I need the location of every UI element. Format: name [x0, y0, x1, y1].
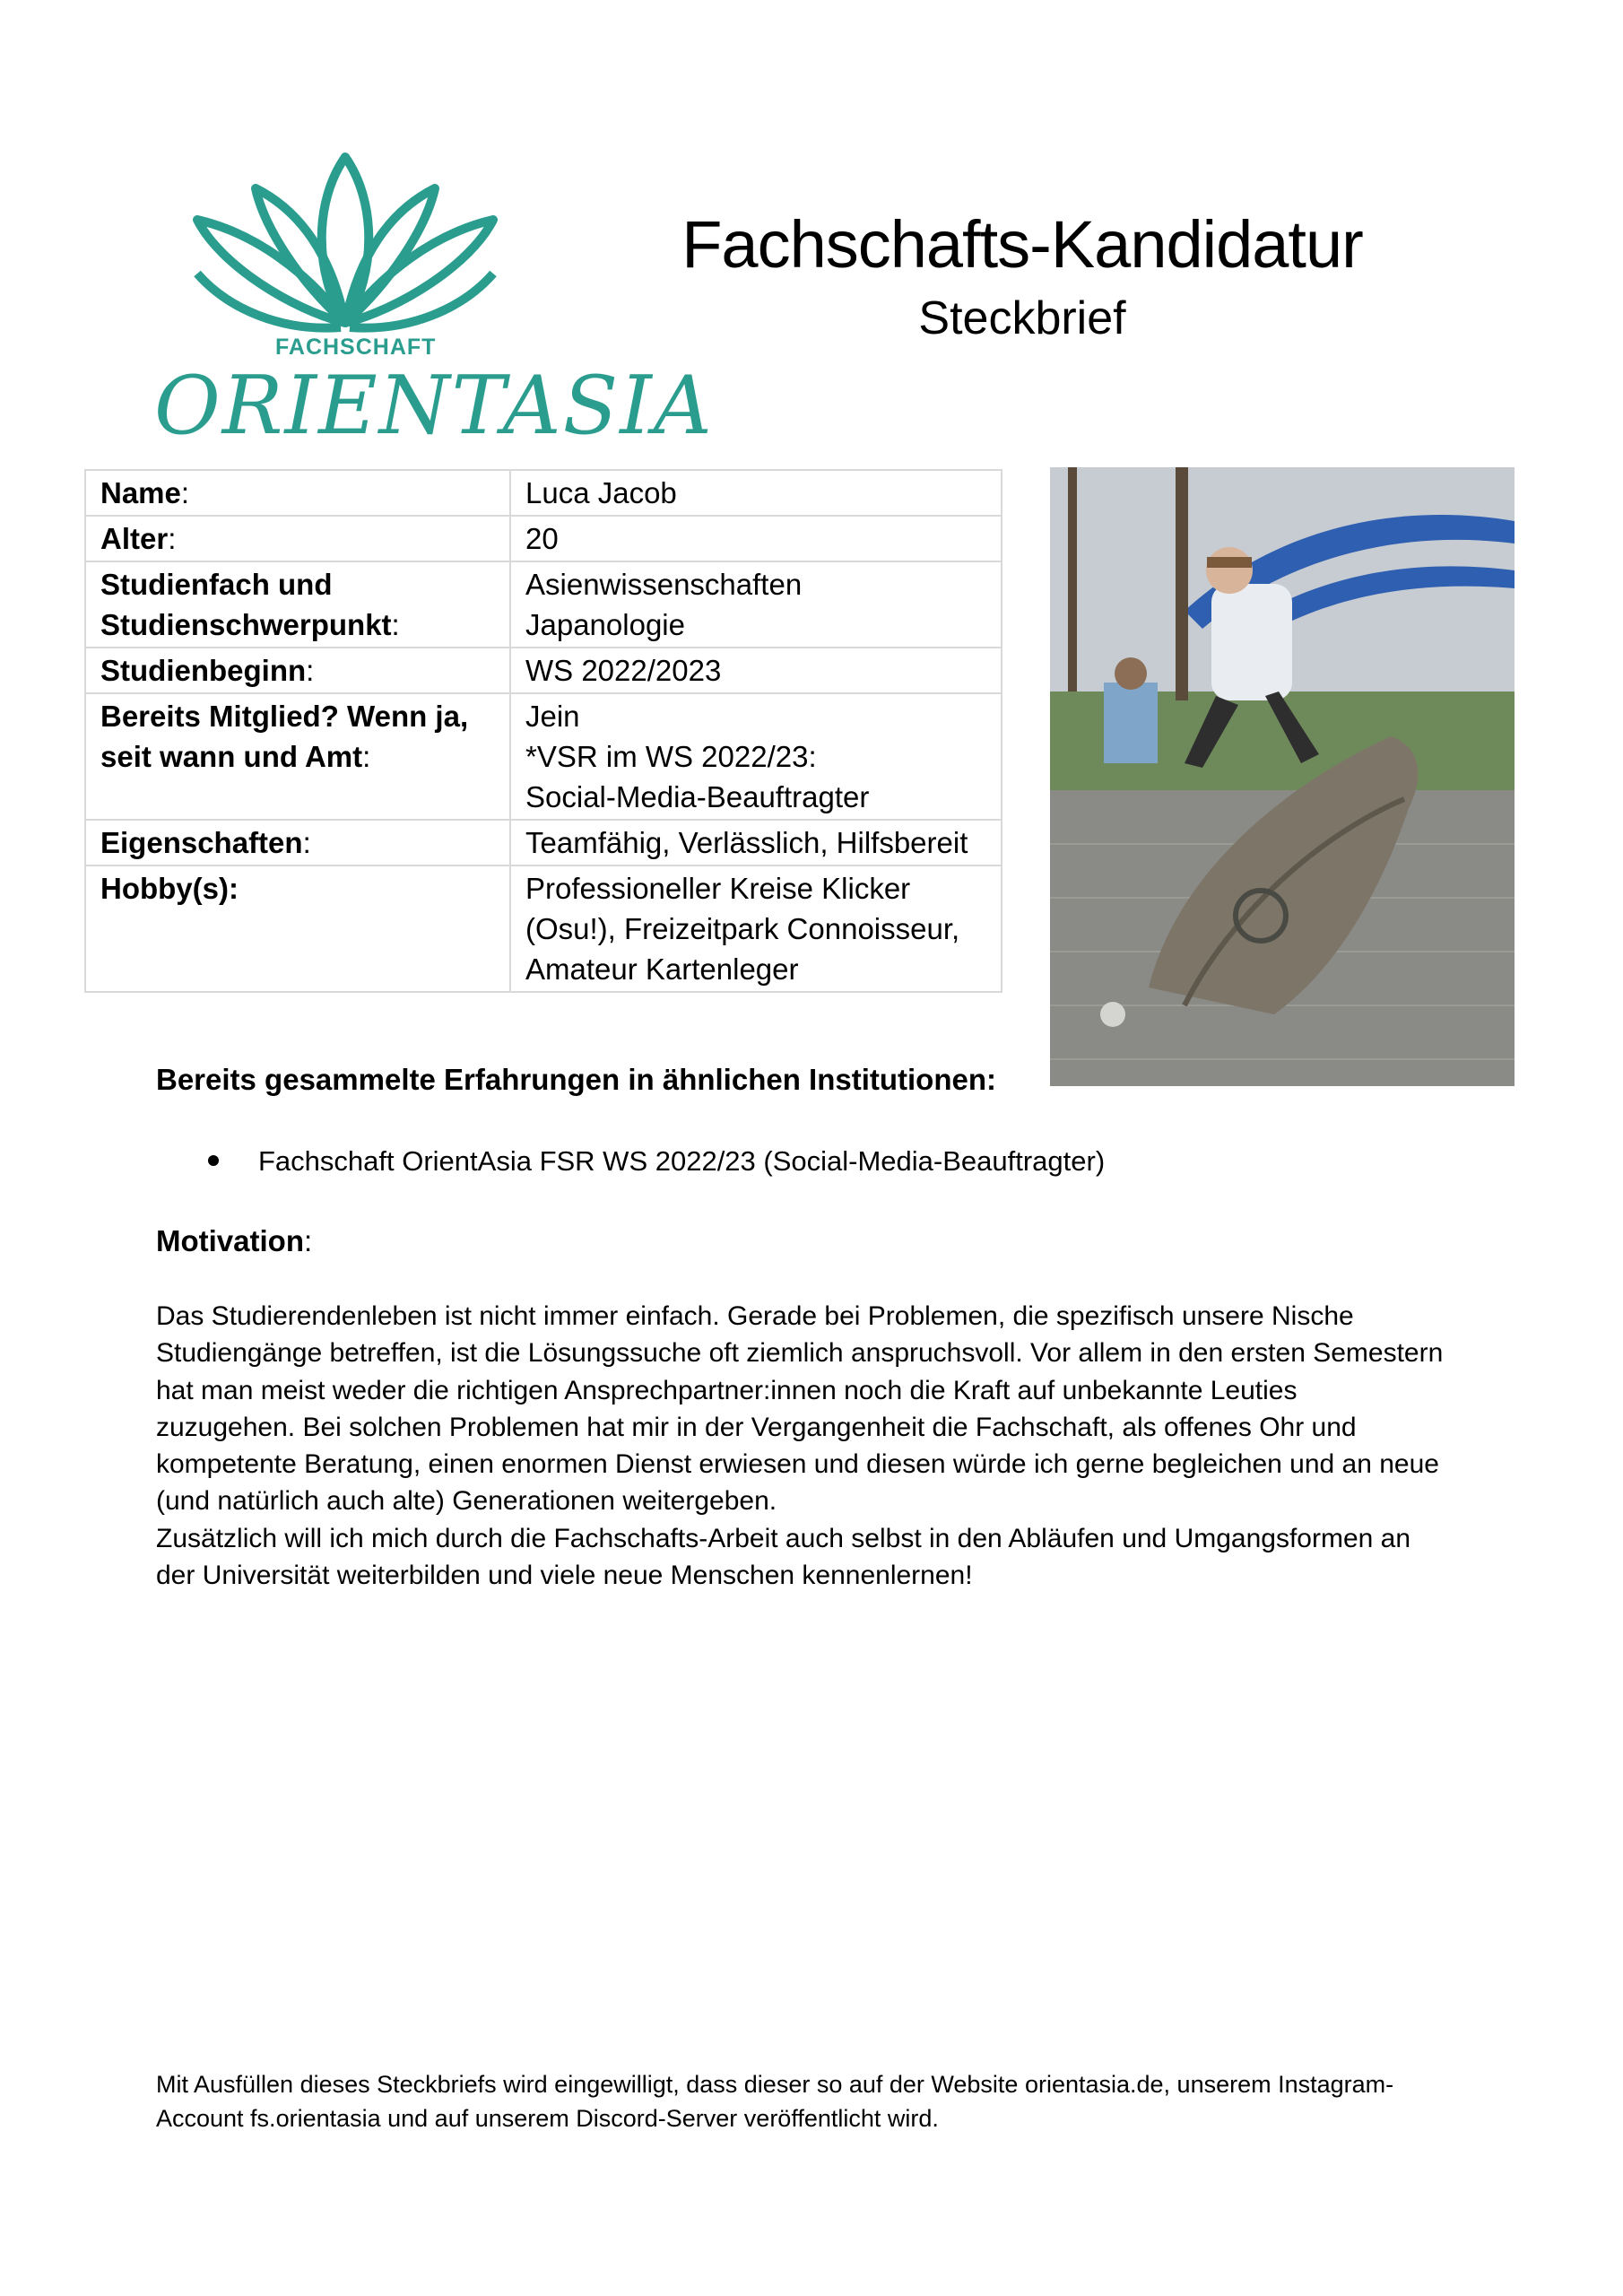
motivation-paragraph-1: Das Studierendenleben ist nicht immer einfach. Gerade bei Problemen, die spezifisch unsere Nische Studiengänge betreffen, ist die Lösungssuche oft ziemlich anspruchsvoll. Vor allem in den ersten Semestern hat man meist weder die richtigen Ansprechpartner:innen noch die Kraft auf unbekannte Leuties zuzugehen. Bei solchen Problemen hat mir in der Vergangenheit die Fachschaft, als offenes Ohr und kompetente Beratung, einen enormen Dienst erwiesen und diesen würde ich gerne begleichen und an neue (und natürlich auch alte) Generationen weitergeben.	[156, 1301, 1444, 1517]
page-title: Fachschafts-Kandidatur	[681, 207, 1363, 282]
experience-item: Fachschaft OrientAsia FSR WS 2022/23 (Social-Media-Beauftragter)	[258, 1145, 1106, 1177]
motivation-text	[156, 1298, 1501, 1594]
page-subtitle: Steckbrief	[918, 292, 1126, 344]
motivation-paragraph-2: Zusätzlich will ich mich durch die Fachschafts-Arbeit auch selbst in den Abläufen und Umgangsformen an der Universität weiterbilden und viele neue Menschen kennenlernen!	[156, 1523, 1411, 1591]
motivation-heading: Motivation:	[156, 1224, 313, 1257]
candidate-photo	[1050, 467, 1515, 1086]
row-value: Teamfähig, Verlässlich, Hilfsbereit	[510, 820, 1002, 865]
consent-footer: Mit Ausfüllen dieses Steckbriefs wird eingewilligt, dass dieser so auf der Website orientasia.de, unserem Instagram- Account fs.orientasia und auf unserem Discord-Server veröffentlicht wird.	[156, 2071, 1394, 2132]
experience-heading: Bereits gesammelte Erfahrungen in ähnlichen Institutionen:	[156, 1063, 996, 1096]
bullet-icon	[208, 1155, 219, 1166]
row-label: Eigenschaften:	[85, 820, 510, 865]
lotus-icon	[148, 148, 542, 354]
row-value: Asienwissenschaften Japanologie	[510, 561, 1002, 648]
row-label: Hobby(s):	[85, 865, 510, 992]
row-label: Studienbeginn:	[85, 648, 510, 693]
row-label: Alter:	[85, 516, 510, 561]
table-row	[85, 865, 1002, 992]
row-value: 20	[510, 516, 1002, 561]
row-label: Bereits Mitglied? Wenn ja, seit wann und Amt:	[85, 693, 510, 820]
list-item	[208, 1145, 1105, 1178]
table-row	[85, 561, 1002, 648]
logo-wordmark: ORIENTASIA	[154, 359, 714, 453]
row-value: Jein *VSR im WS 2022/23: Social-Media-Beauftragter	[510, 693, 1002, 820]
table-row	[85, 820, 1002, 865]
profile-table	[84, 469, 1002, 993]
table-row	[85, 516, 1002, 561]
table-row	[85, 648, 1002, 693]
logo-caption: FACHSCHAFT	[275, 335, 437, 360]
row-label: Studienfach und Studienschwerpunkt:	[85, 561, 510, 648]
table-row	[85, 470, 1002, 516]
row-value: WS 2022/2023	[510, 648, 1002, 693]
table-row	[85, 693, 1002, 820]
row-value: Luca Jacob	[510, 470, 1002, 516]
row-value: Professioneller Kreise Klicker (Osu!), Freizeitpark Connoisseur, Amateur Kartenleger	[510, 865, 1002, 992]
row-label: Name:	[85, 470, 510, 516]
